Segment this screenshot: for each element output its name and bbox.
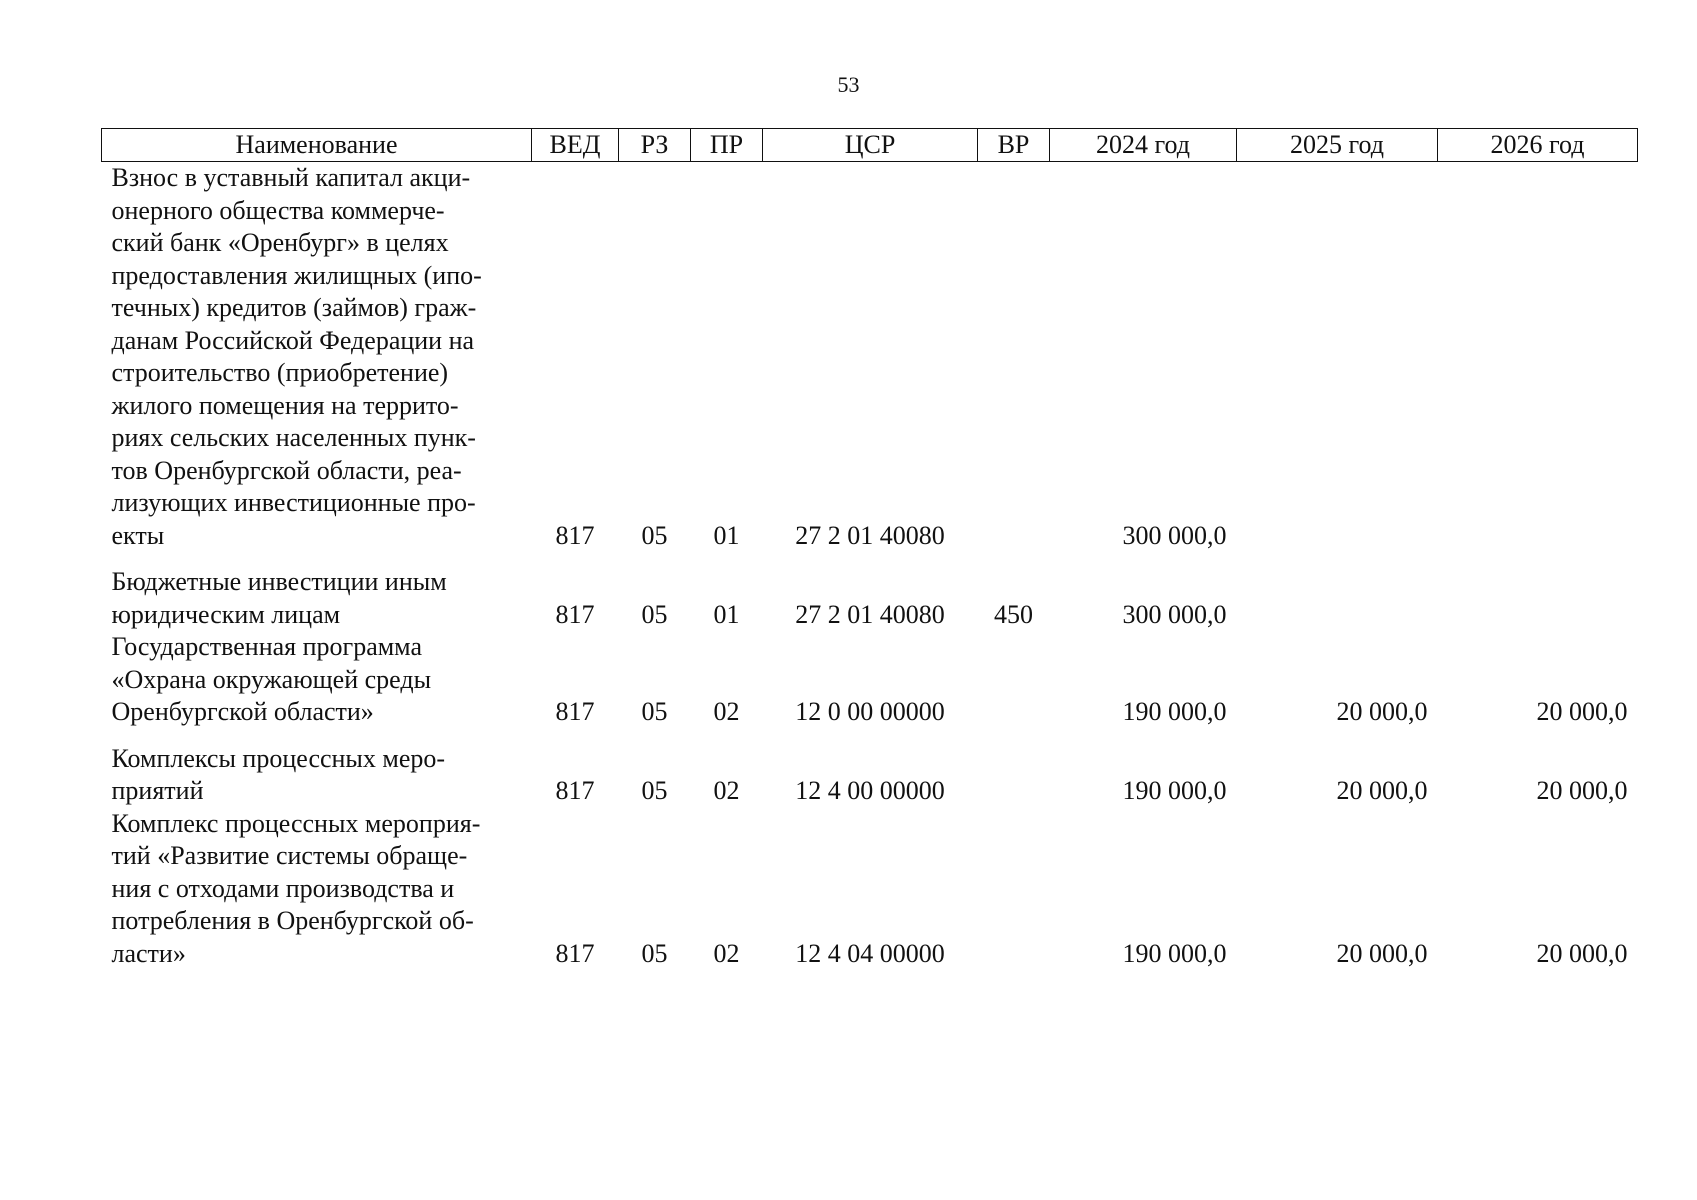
row-2026: 20 000,0 bbox=[1536, 938, 1628, 968]
table-row bbox=[102, 729, 1638, 808]
row-csr: 27 2 01 40080 bbox=[795, 520, 945, 550]
row-name-line: тий «Развитие системы обраще- bbox=[111, 841, 468, 870]
row-rz: 05 bbox=[641, 520, 668, 550]
row-pr: 01 bbox=[713, 520, 740, 550]
table-row bbox=[102, 631, 1638, 729]
row-pr: 02 bbox=[713, 938, 740, 968]
header-vr: ВР bbox=[978, 129, 1050, 162]
row-2024: 190 000,0 bbox=[1122, 776, 1227, 805]
row-2024: 300 000,0 bbox=[1122, 520, 1227, 550]
row-2024: 300 000,0 bbox=[1122, 599, 1227, 629]
row-ved: 817 bbox=[555, 599, 595, 629]
budget-table bbox=[101, 128, 1638, 970]
row-name-line: Комплексы процессных меро- bbox=[111, 743, 446, 773]
row-ved: 817 bbox=[555, 938, 595, 968]
header-rz: РЗ bbox=[619, 129, 691, 162]
row-vr: 450 bbox=[994, 599, 1033, 629]
row-name-line: «Охрана окружающей среды bbox=[111, 664, 432, 694]
row-name bbox=[102, 631, 532, 729]
row-2025 bbox=[1237, 552, 1438, 631]
row-2025: 20 000,0 bbox=[1336, 697, 1428, 726]
row-rz: 05 bbox=[641, 697, 668, 726]
row-name-line: лизующих инвестиционные про- bbox=[111, 488, 476, 517]
row-2025 bbox=[1237, 162, 1438, 553]
header-name: Наименование bbox=[102, 129, 532, 162]
row-csr: 12 0 00 00000 bbox=[795, 697, 945, 726]
table-row bbox=[102, 808, 1638, 971]
row-name bbox=[102, 552, 532, 631]
row-name-line: данам Российской Федерации на bbox=[111, 325, 475, 355]
row-name-line: екты bbox=[111, 520, 165, 550]
row-name-line: строительство (приобретение) bbox=[111, 358, 449, 387]
row-name-line: Оренбургской области» bbox=[111, 697, 374, 726]
row-csr: 27 2 01 40080 bbox=[795, 599, 945, 629]
row-name-line: ния с отходами производства и bbox=[111, 873, 455, 903]
row-pr: 02 bbox=[713, 776, 740, 805]
row-name-line: риях сельских населенных пунк- bbox=[111, 423, 476, 452]
row-name-line: ласти» bbox=[111, 938, 186, 968]
row-rz: 05 bbox=[641, 599, 668, 629]
row-2025: 20 000,0 bbox=[1336, 776, 1428, 805]
header-pr: ПР bbox=[691, 129, 763, 162]
header-2026: 2026 год bbox=[1438, 129, 1638, 162]
row-csr: 12 4 04 00000 bbox=[795, 938, 945, 968]
row-2025: 20 000,0 bbox=[1336, 938, 1428, 968]
row-ved: 817 bbox=[555, 776, 595, 805]
row-vr bbox=[978, 162, 1050, 553]
row-vr bbox=[978, 808, 1050, 971]
row-name-line: предоставления жилищных (ипо- bbox=[111, 260, 482, 290]
row-pr: 01 bbox=[713, 599, 740, 629]
row-vr bbox=[978, 729, 1050, 808]
page-number: 53 bbox=[837, 72, 860, 97]
row-name-line: жилого помещения на террито- bbox=[111, 390, 459, 420]
header-csr: ЦСР bbox=[763, 129, 978, 162]
row-name-line: тов Оренбургской области, реа- bbox=[111, 455, 462, 485]
row-name-line: Бюджетные инвестиции иным bbox=[111, 567, 447, 596]
row-2024: 190 000,0 bbox=[1122, 697, 1227, 726]
row-name-line: приятий bbox=[111, 776, 204, 805]
row-name-line: юридическим лицам bbox=[111, 599, 341, 629]
row-ved: 817 bbox=[555, 697, 595, 726]
row-name-line: Взнос в уставный капитал акци- bbox=[111, 163, 471, 192]
table-row bbox=[102, 552, 1638, 631]
row-2026: 20 000,0 bbox=[1536, 776, 1628, 805]
row-vr bbox=[978, 631, 1050, 729]
row-name-line: Комплекс процессных мероприя- bbox=[111, 808, 481, 838]
header-2025: 2025 год bbox=[1237, 129, 1438, 162]
row-name bbox=[102, 162, 532, 553]
row-2026 bbox=[1438, 162, 1638, 553]
row-name bbox=[102, 729, 532, 808]
table-header-row bbox=[102, 129, 1638, 162]
row-rz: 05 bbox=[641, 938, 668, 968]
row-name-line: Государственная программа bbox=[111, 632, 423, 661]
row-2026 bbox=[1438, 552, 1638, 631]
row-2024: 190 000,0 bbox=[1122, 938, 1227, 968]
header-2024: 2024 год bbox=[1050, 129, 1237, 162]
row-ved: 817 bbox=[555, 520, 595, 550]
row-pr: 02 bbox=[713, 697, 740, 726]
row-name bbox=[102, 808, 532, 971]
table-body bbox=[102, 162, 1638, 971]
row-name-line: ский банк «Оренбург» в целях bbox=[111, 228, 449, 257]
row-rz: 05 bbox=[641, 776, 668, 805]
row-name-line: течных) кредитов (займов) граж- bbox=[111, 293, 477, 322]
row-csr: 12 4 00 00000 bbox=[795, 776, 945, 805]
row-name-line: онерного общества коммерче- bbox=[111, 195, 445, 225]
row-2026: 20 000,0 bbox=[1536, 697, 1628, 726]
row-name-line: потребления в Оренбургской об- bbox=[111, 906, 474, 935]
header-ved: ВЕД bbox=[532, 129, 619, 162]
table-row bbox=[102, 162, 1638, 553]
